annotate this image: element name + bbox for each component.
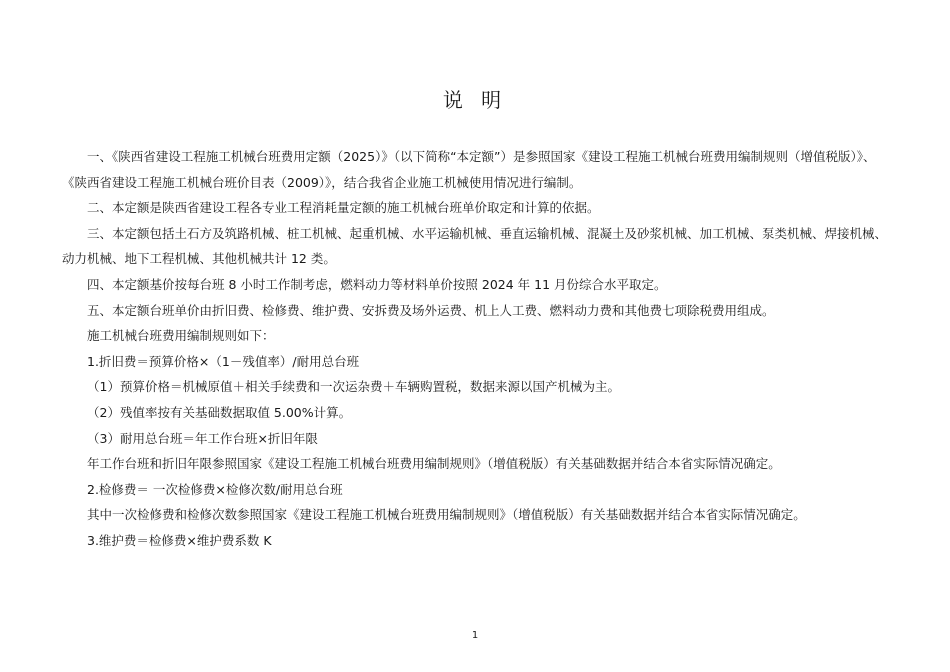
list-item-budget-price: （1）预算价格＝机械原值＋相关手续费和一次运杂费＋车辆购置税，数据来源以国产机械为主。 bbox=[87, 379, 620, 395]
list-item-durable-shifts: （3）耐用总台班＝年工作台班×折旧年限 bbox=[87, 430, 318, 446]
paragraph-overhaul-note: 其中一次检修费和检修次数参照国家《建设工程施工机械台班费用编制规则》（增值税版）有关基础数据并结合本省实际情况确定。 bbox=[87, 507, 806, 523]
page-number: 1 bbox=[471, 630, 479, 641]
page-title: 说 明 bbox=[442, 88, 508, 112]
paragraph-rules-heading: 施工机械台班费用编制规则如下： bbox=[87, 328, 275, 344]
paragraph-composition: 五、本定额台班单价由折旧费、检修费、维护费、安拆费及场外运费、机上人工费、燃料动力费和其他费七项除税费用组成。 bbox=[87, 302, 775, 318]
paragraph-base-price: 四、本定额基价按每台班 8 小时工作制考虑，燃料动力等材料单价按照 2024 年 11 月份综合水平取定。 bbox=[87, 276, 667, 292]
body-text bbox=[62, 144, 892, 554]
paragraph-annual-shifts: 年工作台班和折旧年限参照国家《建设工程施工机械台班费用编制规则》（增值税版）有关基础数据并结合本省实际情况确定。 bbox=[87, 456, 781, 472]
paragraph-intro: 一、《陕西省建设工程施工机械台班费用定额（2025）》（以下简称“本定额”）是参照国家《建设工程施工机械台班费用编制规则（增值税版）》、《陕西省建设工程施工机械台班价目表（2009）》，结合我省企业施工机械使用情况进行编制。 bbox=[62, 149, 876, 190]
paragraph-basis: 二、本定额是陕西省建设工程各专业工程消耗量定额的施工机械台班单价取定和计算的依据。 bbox=[87, 200, 600, 216]
list-item-residual-rate: （2）残值率按有关基础数据取值 5.00%计算。 bbox=[87, 404, 352, 420]
formula-maintenance: 3.维护费＝检修费×维护费系数 K bbox=[87, 532, 272, 548]
formula-depreciation: 1.折旧费＝预算价格×（1－残值率）/耐用总台班 bbox=[87, 353, 360, 369]
paragraph-categories: 三、本定额包括土石方及筑路机械、桩工机械、起重机械、水平运输机械、垂直运输机械、混凝土及砂浆机械、加工机械、泵类机械、焊接机械、动力机械、地下工程机械、其他机械共计 12 类。 bbox=[62, 225, 888, 267]
formula-overhaul: 2.检修费＝ 一次检修费×检修次数/耐用总台班 bbox=[87, 481, 343, 497]
